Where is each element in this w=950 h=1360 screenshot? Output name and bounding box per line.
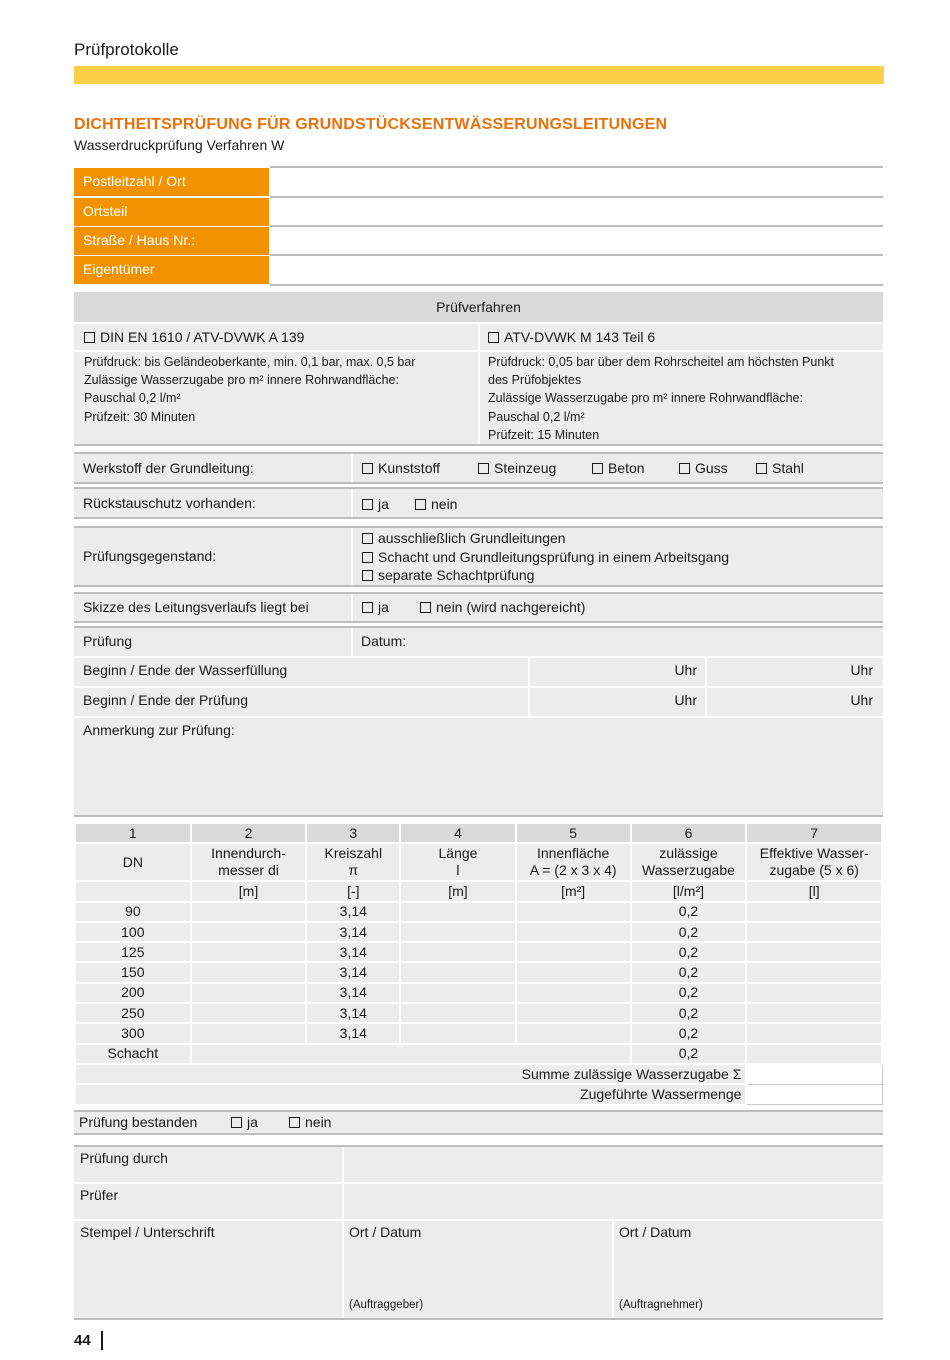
divider [74, 716, 883, 718]
dn-cell: 150 [75, 962, 191, 982]
column-header-innendurchmesser: Innendurch- messer di [191, 843, 307, 881]
checkbox-icon[interactable] [420, 602, 431, 613]
input-cell[interactable] [746, 942, 882, 962]
ort-datum-auftragnehmer-label: Ort / Datum [619, 1224, 692, 1240]
ortsteil-field[interactable] [270, 225, 883, 227]
pi-cell: 3,14 [306, 942, 400, 962]
calculation-table [74, 822, 883, 1106]
checkbox-icon[interactable] [362, 499, 373, 510]
input-cell[interactable] [400, 983, 516, 1003]
input-cell[interactable] [400, 942, 516, 962]
dn-cell: 90 [75, 902, 191, 922]
input-cell[interactable] [746, 922, 882, 942]
input-cell[interactable] [746, 1044, 882, 1064]
divider [74, 517, 883, 519]
header-accent-bar [74, 66, 884, 84]
table-row [75, 983, 882, 1003]
wasserfuellung-start-field[interactable]: Uhr [674, 662, 697, 678]
table-header-row [75, 843, 882, 881]
werkstoff-option-stahl[interactable]: Stahl [756, 460, 804, 476]
divider [270, 166, 883, 168]
input-cell[interactable] [400, 1003, 516, 1023]
input-cell[interactable] [516, 962, 631, 982]
pruefer-field[interactable] [344, 1184, 883, 1219]
summe-label: Summe zulässige Wasserzugabe Σ [75, 1064, 746, 1084]
column-number: 2 [191, 823, 307, 843]
unit-cell [75, 881, 191, 901]
divider [478, 324, 480, 444]
skizze-option-ja[interactable]: ja [362, 599, 389, 615]
document-title: DICHTHEITSPRÜFUNG FÜR GRUNDSTÜCKSENTWÄSSERUNGSLEITUNGEN [74, 116, 668, 133]
rueckstau-option-nein[interactable]: nein [415, 496, 457, 512]
checkbox-icon[interactable] [231, 1117, 242, 1128]
zugefuehrt-field[interactable] [746, 1084, 882, 1104]
checkbox-icon[interactable] [362, 602, 373, 613]
eigentuemer-field[interactable] [270, 284, 883, 286]
pi-cell: 3,14 [306, 1023, 400, 1043]
input-cell[interactable] [191, 983, 307, 1003]
unit-cell: [l] [746, 881, 882, 901]
page-number: 44 [74, 1332, 91, 1349]
table-row [75, 942, 882, 962]
column-number: 4 [400, 823, 516, 843]
divider [351, 528, 353, 585]
input-cell[interactable] [516, 902, 631, 922]
footer-divider [101, 1331, 103, 1350]
divider [74, 656, 883, 658]
skizze-label: Skizze des Leitungsverlaufs liegt bei [83, 599, 309, 615]
dn-cell: 200 [75, 983, 191, 1003]
column-number: 1 [75, 823, 191, 843]
checkbox-icon[interactable] [415, 499, 426, 510]
pi-cell: 3,14 [306, 922, 400, 942]
zulaessig-cell: 0,2 [631, 962, 747, 982]
input-cell[interactable] [400, 922, 516, 942]
checkbox-icon[interactable] [362, 463, 373, 474]
checkbox-icon[interactable] [478, 463, 489, 474]
verfahren-heading: Prüfverfahren [436, 299, 521, 315]
checkbox-icon[interactable] [84, 332, 95, 343]
ortsteil-label: Ortsteil [74, 198, 269, 226]
pruefung-durch-label: Prüfung durch [80, 1150, 168, 1166]
input-cell[interactable] [516, 942, 631, 962]
zulaessig-cell: 0,2 [631, 983, 747, 1003]
checkbox-icon[interactable] [289, 1117, 300, 1128]
datum-field[interactable]: Datum: [361, 633, 407, 649]
divider [74, 1133, 883, 1135]
input-cell[interactable] [400, 902, 516, 922]
zulaessig-cell: 0,2 [631, 1023, 747, 1043]
unit-cell: [m²] [516, 881, 631, 901]
ort-datum-auftraggeber-label: Ort / Datum [349, 1224, 422, 1240]
column-number: 5 [516, 823, 631, 843]
pi-cell: 3,14 [306, 983, 400, 1003]
input-cell[interactable] [191, 942, 307, 962]
gegenstand-option-grundleitungen[interactable]: ausschließlich Grundleitungen [362, 530, 566, 546]
column-number: 6 [631, 823, 747, 843]
input-cell[interactable] [191, 962, 307, 982]
strasse-label: Straße / Haus Nr.: [74, 227, 269, 255]
table-row [75, 1023, 882, 1043]
auftraggeber-note: (Auftraggeber) [349, 1299, 424, 1311]
divider [351, 489, 353, 517]
column-number: 3 [306, 823, 400, 843]
verfahren-right-option[interactable]: ATV-DVWK M 143 Teil 6 [488, 329, 655, 345]
divider [612, 1220, 614, 1318]
zulaessig-cell: 0,2 [631, 922, 747, 942]
verfahren-left-details: Prüfdruck: bis Geländeoberkante, min. 0,1 bar, max. 0,5 bar Zulässige Wasserzugabe pro m² innere Rohrwandfläche: Pauschal 0,2 l/m² Prüfzeit: 30 Minuten [84, 355, 416, 424]
zugefuehrt-label: Zugeführte Wassermenge [75, 1084, 746, 1104]
input-cell[interactable] [400, 962, 516, 982]
werkstoff-option-kunststoff[interactable]: Kunststoff [362, 460, 440, 476]
zulaessig-cell: 0,2 [631, 1044, 747, 1064]
checkbox-icon[interactable] [362, 552, 373, 563]
pruefung-durch-field[interactable] [344, 1147, 883, 1182]
wasserfuellung-end-field[interactable]: Uhr [850, 662, 873, 678]
divider [74, 1318, 883, 1320]
bestanden-label: Prüfung bestanden [79, 1114, 198, 1130]
input-cell[interactable] [746, 983, 882, 1003]
gegenstand-option-separate-schacht[interactable]: separate Schachtprüfung [362, 567, 534, 583]
checkbox-icon[interactable] [362, 570, 373, 581]
unit-cell: [m] [191, 881, 307, 901]
table-row [75, 902, 882, 922]
column-number: 7 [746, 823, 882, 843]
werkstoff-option-guss[interactable]: Guss [679, 460, 728, 476]
skizze-option-nein[interactable]: nein (wird nachgereicht) [420, 599, 585, 615]
summe-field[interactable] [746, 1064, 882, 1084]
unit-cell: [l/m²] [631, 881, 747, 901]
auftragnehmer-note: (Auftragnehmer) [619, 1299, 703, 1311]
divider [74, 815, 883, 817]
bestanden-option-ja[interactable]: ja [231, 1114, 258, 1130]
werkstoff-option-beton[interactable]: Beton [592, 460, 645, 476]
unit-cell: [-] [306, 881, 400, 901]
document-subtitle: Wasserdruckprüfung Verfahren W [74, 137, 285, 153]
gegenstand-label: Prüfungsgegenstand: [83, 548, 217, 564]
input-cell[interactable] [516, 1003, 631, 1023]
checkbox-icon[interactable] [679, 463, 690, 474]
input-cell[interactable] [191, 902, 307, 922]
input-cell[interactable] [746, 1023, 882, 1043]
column-header-dn: DN [75, 843, 191, 881]
input-cell[interactable] [746, 962, 882, 982]
divider [74, 585, 883, 587]
input-cell[interactable] [400, 1023, 516, 1043]
column-header-zulaessige-wasserzugabe: zulässige Wasserzugabe [631, 843, 747, 881]
input-cell[interactable] [516, 983, 631, 1003]
pi-cell: 3,14 [306, 962, 400, 982]
divider [351, 594, 353, 621]
dn-cell: 300 [75, 1023, 191, 1043]
dn-cell: 250 [75, 1003, 191, 1023]
eigentuemer-label: Eigentümer [74, 256, 269, 284]
table-row [75, 922, 882, 942]
pi-cell: 3,14 [306, 902, 400, 922]
werkstoff-option-steinzeug[interactable]: Steinzeug [478, 460, 556, 476]
pruefzeit-end-field[interactable]: Uhr [850, 692, 873, 708]
anmerkung-label: Anmerkung zur Prüfung: [83, 722, 235, 738]
table-row-zugefuehrt [75, 1084, 882, 1104]
bestanden-option-nein[interactable]: nein [289, 1114, 331, 1130]
divider [74, 1219, 883, 1221]
rueckstau-label: Rückstauschutz vorhanden: [83, 495, 256, 511]
divider [74, 686, 883, 688]
table-row [75, 1003, 882, 1023]
table-row-schacht [75, 1044, 882, 1064]
schacht-label: Schacht [75, 1044, 191, 1064]
divider [74, 621, 883, 623]
divider [74, 482, 883, 484]
input-cell[interactable] [516, 1023, 631, 1043]
input-cell[interactable] [746, 1003, 882, 1023]
unit-cell: [m] [400, 881, 516, 901]
pi-cell: 3,14 [306, 1003, 400, 1023]
input-cell[interactable] [516, 922, 631, 942]
input-cell[interactable] [191, 1023, 307, 1043]
input-cell[interactable] [746, 902, 882, 922]
pruefzeit-label: Beginn / Ende der Prüfung [83, 692, 249, 708]
zulaessig-cell: 0,2 [631, 902, 747, 922]
divider [351, 628, 353, 656]
pruefung-label: Prüfung [83, 633, 133, 649]
column-header-innenflaeche: Innenfläche A = (2 x 3 x 4) [516, 843, 631, 881]
checkbox-icon[interactable] [362, 533, 373, 544]
werkstoff-label: Werkstoff der Grundleitung: [83, 460, 254, 476]
wasserfuellung-label: Beginn / Ende der Wasserfüllung [83, 662, 288, 678]
stempel-label: Stempel / Unterschrift [80, 1224, 215, 1240]
input-cell[interactable] [191, 1003, 307, 1023]
zulaessig-cell: 0,2 [631, 942, 747, 962]
checkbox-icon[interactable] [488, 332, 499, 343]
pruefzeit-start-field[interactable]: Uhr [674, 692, 697, 708]
pruefer-label: Prüfer [80, 1187, 119, 1203]
section-title: Prüfprotokolle [74, 40, 179, 59]
verfahren-left-option[interactable]: DIN EN 1610 / ATV-DVWK A 139 [84, 329, 304, 345]
checkbox-icon[interactable] [756, 463, 767, 474]
input-cell[interactable] [191, 1044, 631, 1064]
dn-cell: 100 [75, 922, 191, 942]
postleitzahl-label: Postleitzahl / Ort [74, 168, 269, 196]
verfahren-right-details: Prüfdruck: 0,05 bar über dem Rohrscheitel am höchsten Punkt des Prüfobjektes Zulässige Wasserzugabe pro m² innere Rohrwandfläche: Pauschal 0,2 l/m² Prüfzeit: 15 Minuten [488, 355, 835, 442]
column-header-laenge: Länge l [400, 843, 516, 881]
rueckstau-option-ja[interactable]: ja [362, 496, 389, 512]
table-row [75, 962, 882, 982]
checkbox-icon[interactable] [592, 463, 603, 474]
strasse-field[interactable] [270, 254, 883, 256]
input-cell[interactable] [191, 922, 307, 942]
divider [351, 454, 353, 482]
column-header-kreiszahl: Kreiszahl π [306, 843, 400, 881]
table-unit-row [75, 881, 882, 901]
dn-cell: 125 [75, 942, 191, 962]
gegenstand-option-schacht-und-grundleitung[interactable]: Schacht und Grundleitungsprüfung in einem Arbeitsgang [362, 549, 729, 565]
table-row-summe [75, 1064, 882, 1084]
postleitzahl-field[interactable] [270, 196, 883, 198]
divider [74, 444, 883, 446]
zulaessig-cell: 0,2 [631, 1003, 747, 1023]
column-header-effektive-wasserzugabe: Effektive Wasser- zugabe (5 x 6) [746, 843, 882, 881]
table-number-row [75, 823, 882, 843]
